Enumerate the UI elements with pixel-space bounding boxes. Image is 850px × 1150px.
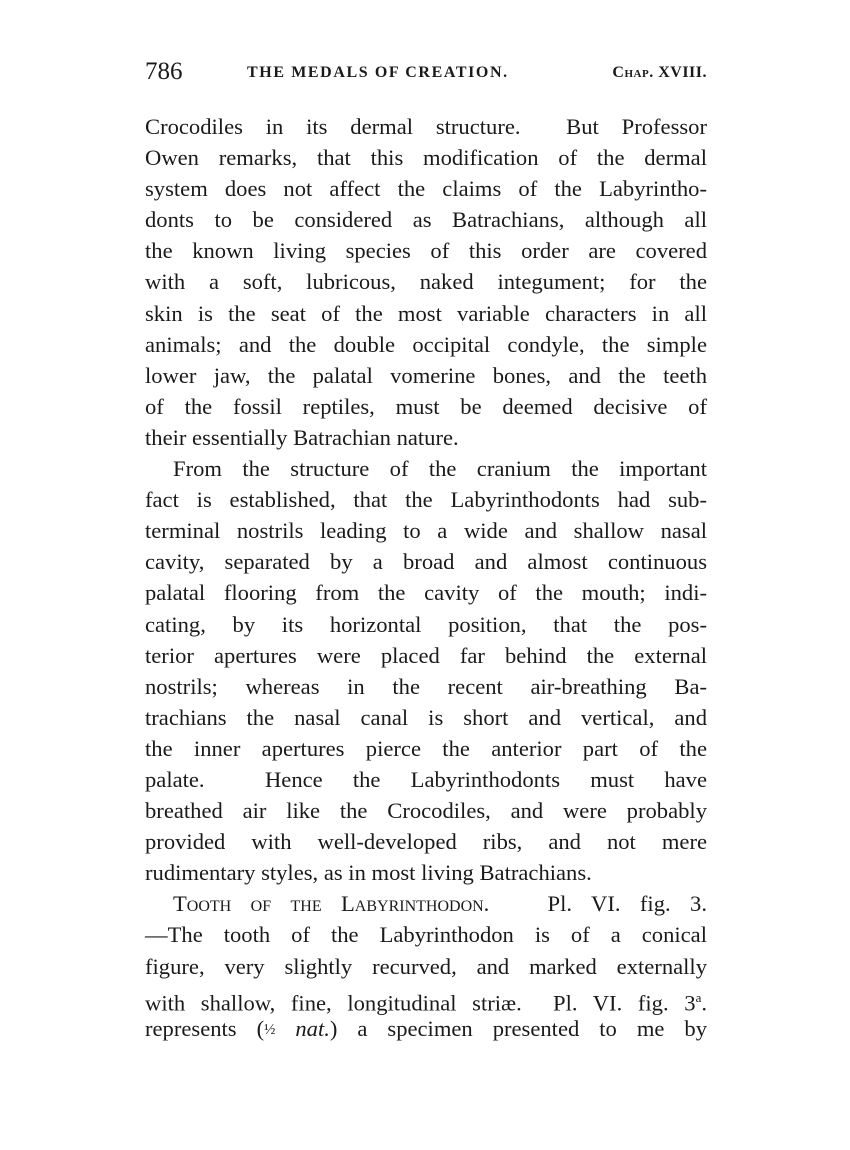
text-line: their essentially Batrachian nature. (145, 424, 459, 450)
text-line: breathed air like the Crocodiles, and were probably (145, 798, 707, 824)
text-line: skin is the seat of the most variable characters in all (145, 300, 707, 326)
section-heading: Tooth of the Labyrinthodon. (173, 891, 490, 917)
page-header (145, 58, 707, 88)
text-line: the inner apertures pierce the anterior part of the (145, 735, 707, 761)
text-segment: represents ( (145, 1015, 265, 1041)
text-line (145, 1013, 707, 1044)
text-line: donts to be considered as Batrachians, although all (145, 207, 707, 233)
italic-text: nat. (275, 1015, 330, 1041)
text-line: cating, by its horizontal position, that the pos- (145, 611, 707, 637)
text-line: of the fossil reptiles, must be deemed decisive of (145, 393, 707, 419)
text-line: —The tooth of the Labyrinthodon is of a conical (145, 922, 707, 948)
text-line: palatal flooring from the cavity of the mouth; indi- (145, 580, 707, 606)
text-segment: ) a specimen presented to me by (329, 1015, 708, 1041)
running-title: THE MEDALS OF CREATION. (247, 64, 509, 81)
superscript: a (695, 989, 702, 1005)
chapter-label (612, 64, 707, 82)
body-text (145, 111, 707, 1044)
text-line: terior apertures were placed far behind the external (145, 642, 707, 668)
plate-reference: Pl. VI. fig. 3. (547, 891, 707, 917)
text-line: fact is established, that the Labyrinthodonts had sub- (145, 487, 707, 513)
text-line: lower jaw, the palatal vomerine bones, and the teeth (145, 362, 707, 388)
page-number: 786 (145, 58, 183, 85)
text-line (145, 982, 707, 1016)
text-line: system does not affect the claims of the Labyrintho- (145, 176, 707, 202)
text-line: animals; and the double occipital condyle, the simple (145, 331, 707, 357)
text-line: terminal nostrils leading to a wide and shallow nasal (145, 518, 707, 544)
text-line: Crocodiles in its dermal structure. But Professor (145, 114, 707, 139)
fraction: ½ (264, 1021, 276, 1038)
text-line: Owen remarks, that this modification of the dermal (145, 145, 707, 171)
text-line: rudimentary styles, as in most living Batrachians. (145, 860, 592, 886)
text-line: the known living species of this order are covered (145, 238, 707, 264)
chapter-number: XVIII. (658, 64, 707, 81)
text-segment: . (701, 990, 707, 1016)
text-line: figure, very slightly recurved, and marked externally (145, 953, 707, 979)
text-line: provided with well-developed ribs, and not mere (145, 829, 707, 855)
text-line: trachians the nasal canal is short and vertical, and (145, 704, 707, 730)
chapter-prefix: Chap. (612, 64, 654, 81)
text-line: nostrils; whereas in the recent air-breathing Ba- (145, 673, 707, 699)
section-heading-line (145, 888, 707, 919)
text-line: palate. Hence the Labyrinthodonts must have (145, 766, 707, 792)
text-line: cavity, separated by a broad and almost continuous (145, 549, 707, 575)
text-line: From the structure of the cranium the important (173, 456, 707, 482)
text-segment: with shallow, fine, longitudinal striæ. Pl. VI. fig. 3 (145, 990, 696, 1016)
text-line: with a soft, lubricous, naked integument; for the (145, 269, 707, 295)
